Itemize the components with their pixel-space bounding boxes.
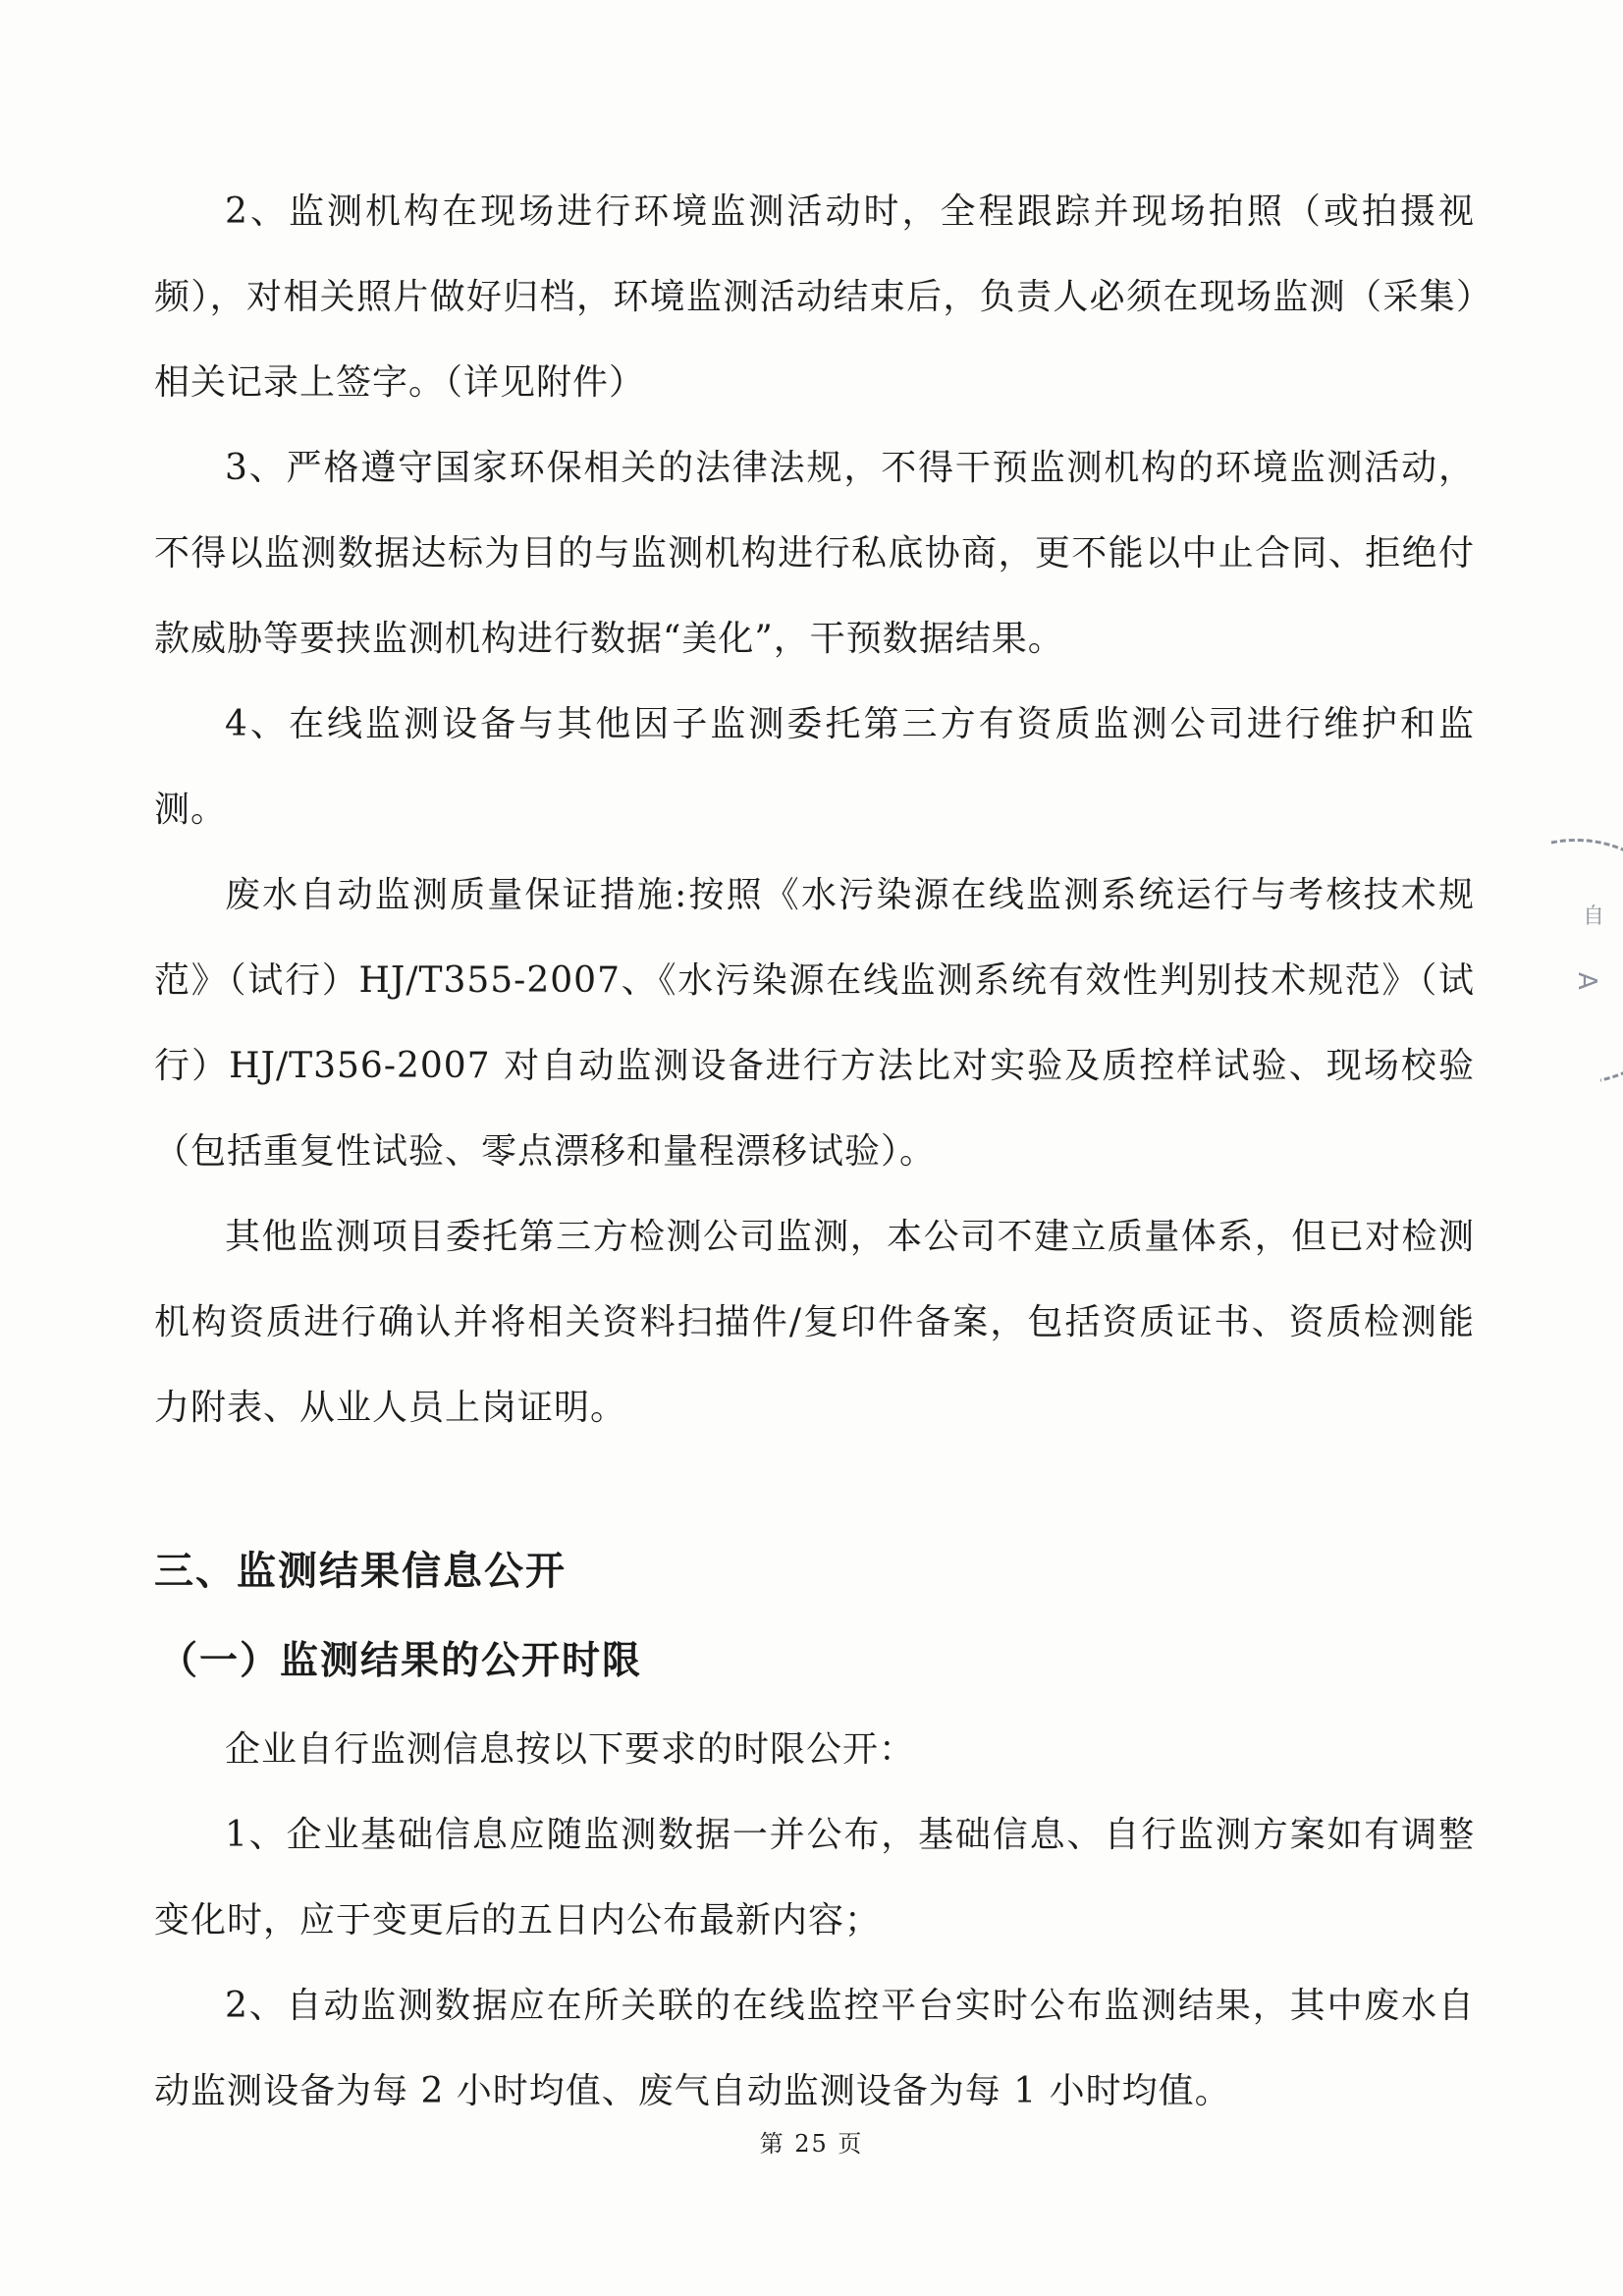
paragraph-item-2: 2、监测机构在现场进行环境监测活动时，全程跟踪并现场拍照（或拍摄视频），对相关照片做好归档，环境监测活动结束后，负责人必须在现场监测（采集）相关记录上签字。（详见附件） — [154, 191, 1475, 403]
body-text-bottom — [154, 1707, 1475, 2134]
seal-fragment-icon — [1532, 835, 1623, 1090]
paragraph-other-monitoring: 其他监测项目委托第三方检测公司监测，本公司不建立质量体系，但已对检测机构资质进行确认并将相关资料扫描件/复印件备案，包括资质证书、资质检测能力附表、从业人员上岗证明。 — [154, 1217, 1475, 1428]
paragraph-item-4: 4、在线监测设备与其他因子监测委托第三方有资质监测公司进行维护和监测。 — [154, 704, 1475, 830]
body-text-top — [154, 169, 1475, 1450]
paragraph-wastewater-qa: 废水自动监测质量保证措施:按照《水污染源在线监测系统运行与考核技术规范》（试行）HJ/T355-2007、《水污染源在线监测系统有效性判别技术规范》（试行）HJ/T356-2007 对自动监测设备进行方法比对实验及质控样试验、现场校验（包括重复性试验、零点漂移和量程漂移试验）。 — [154, 875, 1475, 1172]
svg-text:自: 自 — [1583, 904, 1605, 929]
paragraph-disclosure-2: 2、自动监测数据应在所关联的在线监控平台实时公布监测结果，其中废水自动监测设备为每 2 小时均值、废气自动监测设备为每 1 小时均值。 — [154, 1986, 1475, 2111]
paragraph-intro: 企业自行监测信息按以下要求的时限公开： — [225, 1729, 916, 1770]
section-heading: 三、监测结果信息公开 — [154, 1549, 567, 1594]
page-number: 第 25 页 — [759, 2130, 864, 2158]
svg-text:A: A — [1572, 972, 1601, 990]
subsection-heading: （一）监测结果的公开时限 — [159, 1639, 643, 1683]
paragraph-disclosure-1: 1、企业基础信息应随监测数据一并公布，基础信息、自行监测方案如有调整变化时，应于变更后的五日内公布最新内容； — [154, 1815, 1475, 1941]
paragraph-item-3: 3、严格遵守国家环保相关的法律法规，不得干预监测机构的环境监测活动，不得以监测数据达标为目的与监测机构进行私底协商，更不能以中止合同、拒绝付款威胁等要挟监测机构进行数据“美化”，干预数据结果。 — [154, 448, 1475, 659]
